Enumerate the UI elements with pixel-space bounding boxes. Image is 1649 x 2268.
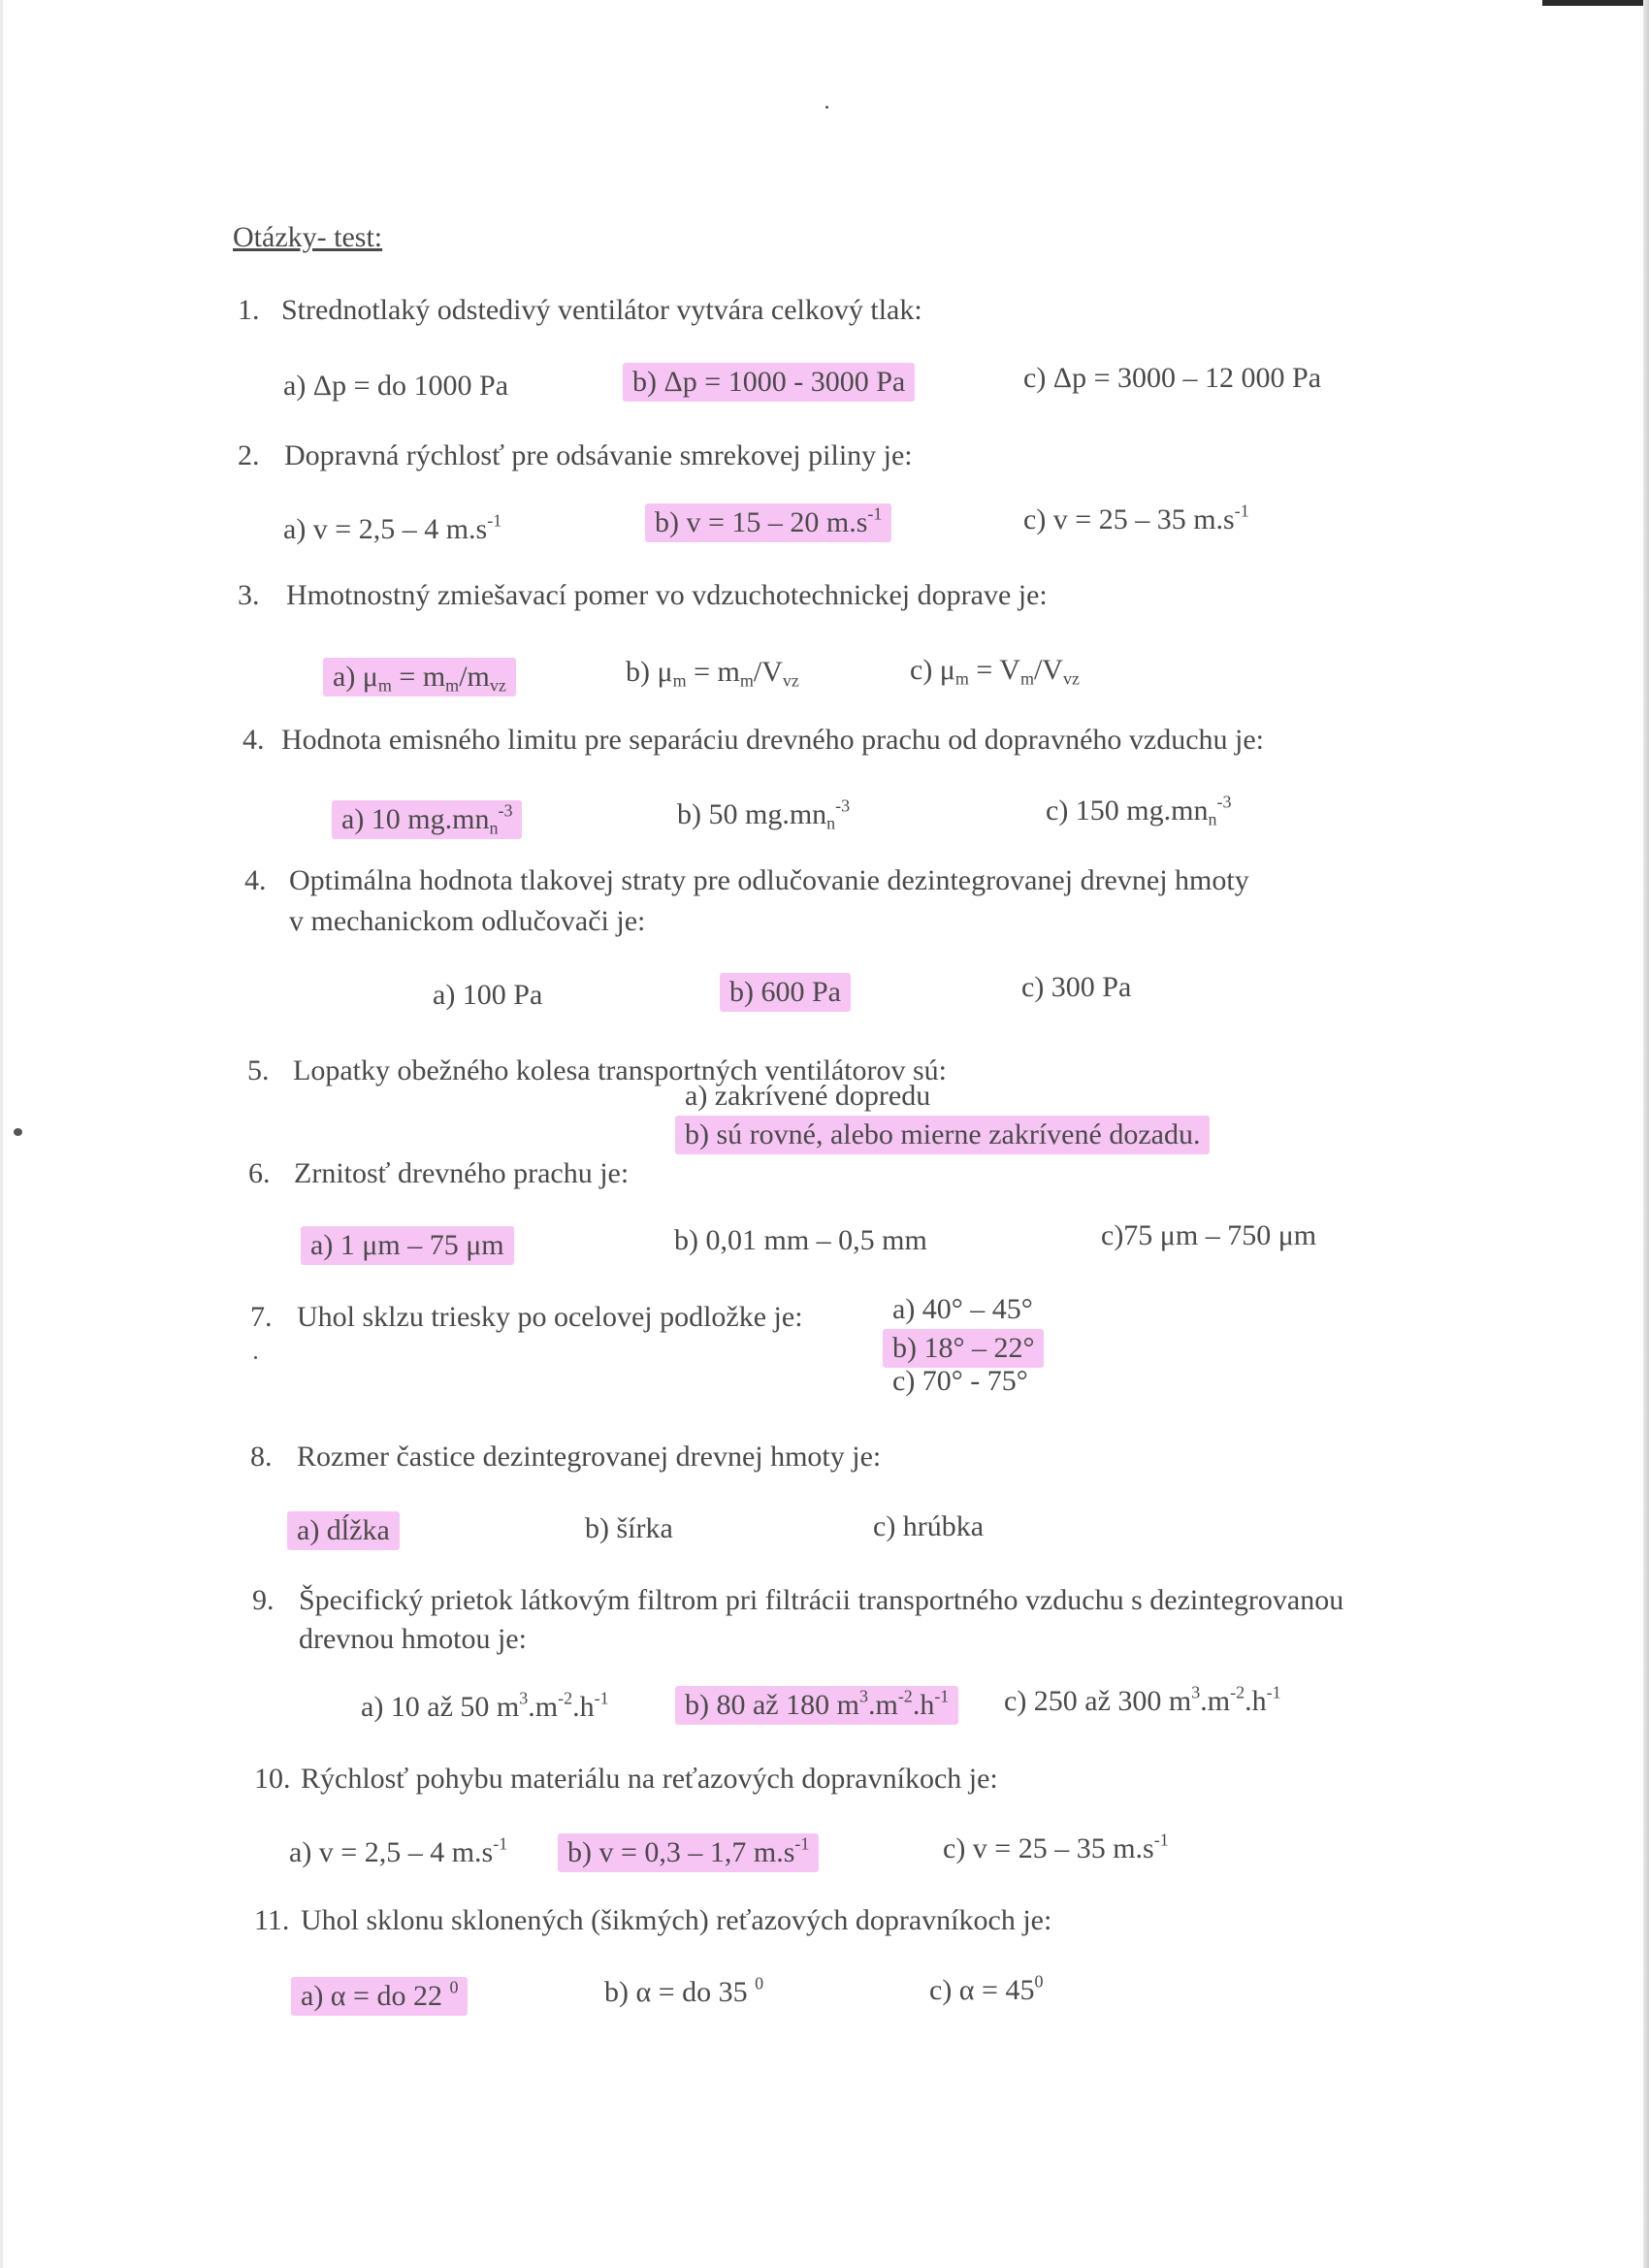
question-4-option-b: b) 50 $mg.mn_n^{-3}$ xyxy=(677,795,851,833)
question-6-option-b: b) 0,01 mm – 0,5 mm xyxy=(674,1224,927,1256)
question-8-option-c: c) hrúbka xyxy=(873,1510,985,1542)
question-2-option-a: a) v = 2,5 – 4 $m.s^{-1}$ xyxy=(283,510,502,545)
question-4b-option-a: a) 100 Pa xyxy=(433,979,543,1011)
question-11-number: 11. xyxy=(254,1904,290,1936)
question-8-option-a: a) dĺžka xyxy=(287,1511,400,1550)
scan-speck xyxy=(825,106,828,109)
question-3-option-c: c) $\mu_m = V_m/V_{vz}$ xyxy=(910,654,1080,689)
question-2-option-b: b) v = 15 – 20 $m.s^{-1}$ xyxy=(645,503,891,542)
question-4b-option-b: b) 600 Pa xyxy=(720,973,851,1012)
question-10-option-a: a) v = 2,5 – 4 $m.s^{-1}$ xyxy=(289,1833,508,1868)
question-11-option-c: c) $\alpha = 45^0$ xyxy=(929,1971,1044,2006)
question-4b-number: 4. xyxy=(244,864,267,896)
question-7-text: Uhol sklzu triesky po ocelovej podložke je: xyxy=(297,1301,803,1333)
question-10-option-c: c) v = 25 – 35 $m.s^{-1}$ xyxy=(943,1830,1169,1864)
question-11-option-a: a) α = do 22 $^0$ xyxy=(291,1977,468,2016)
question-4-text: Hodnota emisného limitu pre separáciu drevného prachu od dopravného vzduchu je: xyxy=(281,724,1265,756)
question-9-option-b: b) 80 až 180 $m^3.m^{-2}.h^{-1}$ xyxy=(675,1686,958,1725)
question-1-option-a: a) Δp = do 1000 Pa xyxy=(283,370,509,402)
question-8-option-b: b) šírka xyxy=(585,1512,673,1544)
question-7-option-a: a) 40° – 45° xyxy=(892,1293,1033,1325)
question-1-option-b: b) Δp = 1000 - 3000 Pa xyxy=(623,363,915,402)
question-4b-text: Optimálna hodnota tlakovej straty pre odlučovanie dezintegrovanej drevnej hmoty xyxy=(289,864,1249,896)
question-11-text: Uhol sklonu sklonených (šikmých) reťazových dopravníkoch je: xyxy=(301,1904,1052,1936)
scan-speck xyxy=(14,1128,22,1136)
question-6-option-c: c)75 μm – 750 μm xyxy=(1101,1219,1317,1251)
question-8-text: Rozmer častice dezintegrovanej drevnej hmoty je: xyxy=(297,1441,882,1473)
scan-speck xyxy=(254,1356,257,1359)
question-3-option-a: a) $\mu_m = m_m/m_{vz}$ xyxy=(323,658,516,697)
page-title: Otázky- test: xyxy=(233,221,383,253)
question-5-option-a: a) zakrívené dopredu xyxy=(685,1080,931,1112)
question-2-option-c: c) v = 25 – 35 $m.s^{-1}$ xyxy=(1023,501,1249,535)
question-9-number: 9. xyxy=(252,1584,275,1616)
question-5-text: Lopatky obežného kolesa transportných ventilátorov sú: xyxy=(293,1054,947,1086)
question-7-option-c: c) 70° - 75° xyxy=(892,1365,1028,1397)
question-5-option-b: b) sú rovné, alebo mierne zakrívené dozadu. xyxy=(675,1116,1210,1154)
question-10-number: 10. xyxy=(254,1763,291,1795)
question-3-number: 3. xyxy=(238,579,260,611)
question-4-option-c: c) 150 $mg.mn_n^{-3}$ xyxy=(1046,792,1232,829)
question-4b-text-line2: v mechanickom odlučovači je: xyxy=(289,905,646,937)
question-3-option-b: b) $\mu_m = m_m/V_{vz}$ xyxy=(626,656,799,691)
question-9-option-a: a) 10 až 50 $m^3.m^{-2}.h^{-1}$ xyxy=(361,1688,609,1723)
question-2-text: Dopravná rýchlosť pre odsávanie smrekovej piliny je: xyxy=(284,439,913,471)
question-6-text: Zrnitosť drevného prachu je: xyxy=(294,1157,630,1189)
question-7-number: 7. xyxy=(250,1301,273,1333)
question-10-option-b: b) v = 0,3 – 1,7 $m.s^{-1}$ xyxy=(558,1833,819,1872)
question-6-number: 6. xyxy=(248,1157,271,1189)
scan-edge-left xyxy=(0,0,3,2268)
question-4-option-a: a) 10 $mg.mn_n^{-3}$ xyxy=(332,800,522,839)
scan-edge-right xyxy=(1643,0,1649,2268)
question-9-text-line2: drevnou hmotou je: xyxy=(299,1623,527,1655)
question-11-option-b: b) α = do 35 $^0$ xyxy=(604,1973,764,2008)
question-1-option-c: c) Δp = 3000 – 12 000 Pa xyxy=(1023,362,1322,394)
question-10-text: Rýchlosť pohybu materiálu na reťazových dopravníkoch je: xyxy=(301,1763,998,1795)
question-4b-option-c: c) 300 Pa xyxy=(1021,971,1132,1003)
question-4-number: 4. xyxy=(242,724,265,756)
question-2-number: 2. xyxy=(238,439,260,471)
question-6-option-a: a) 1 μm – 75 μm xyxy=(301,1226,514,1265)
scan-edge-top xyxy=(1542,0,1649,6)
question-9-text: Špecifický prietok látkovým filtrom pri filtrácii transportného vzduchu s dezintegrovanou xyxy=(299,1584,1344,1616)
question-1-text: Strednotlaký odstedivý ventilátor vytvára celkový tlak: xyxy=(281,294,922,326)
question-8-number: 8. xyxy=(250,1441,273,1473)
question-1-number: 1. xyxy=(238,294,260,326)
question-7-option-b: b) 18° – 22° xyxy=(883,1329,1044,1368)
question-9-option-c: c) 250 až 300 $m^3.m^{-2}.h^{-1}$ xyxy=(1004,1682,1281,1717)
question-3-text: Hmotnostný zmiešavací pomer vo vdzuchotechnickej doprave je: xyxy=(286,579,1048,611)
question-5-number: 5. xyxy=(247,1054,270,1086)
